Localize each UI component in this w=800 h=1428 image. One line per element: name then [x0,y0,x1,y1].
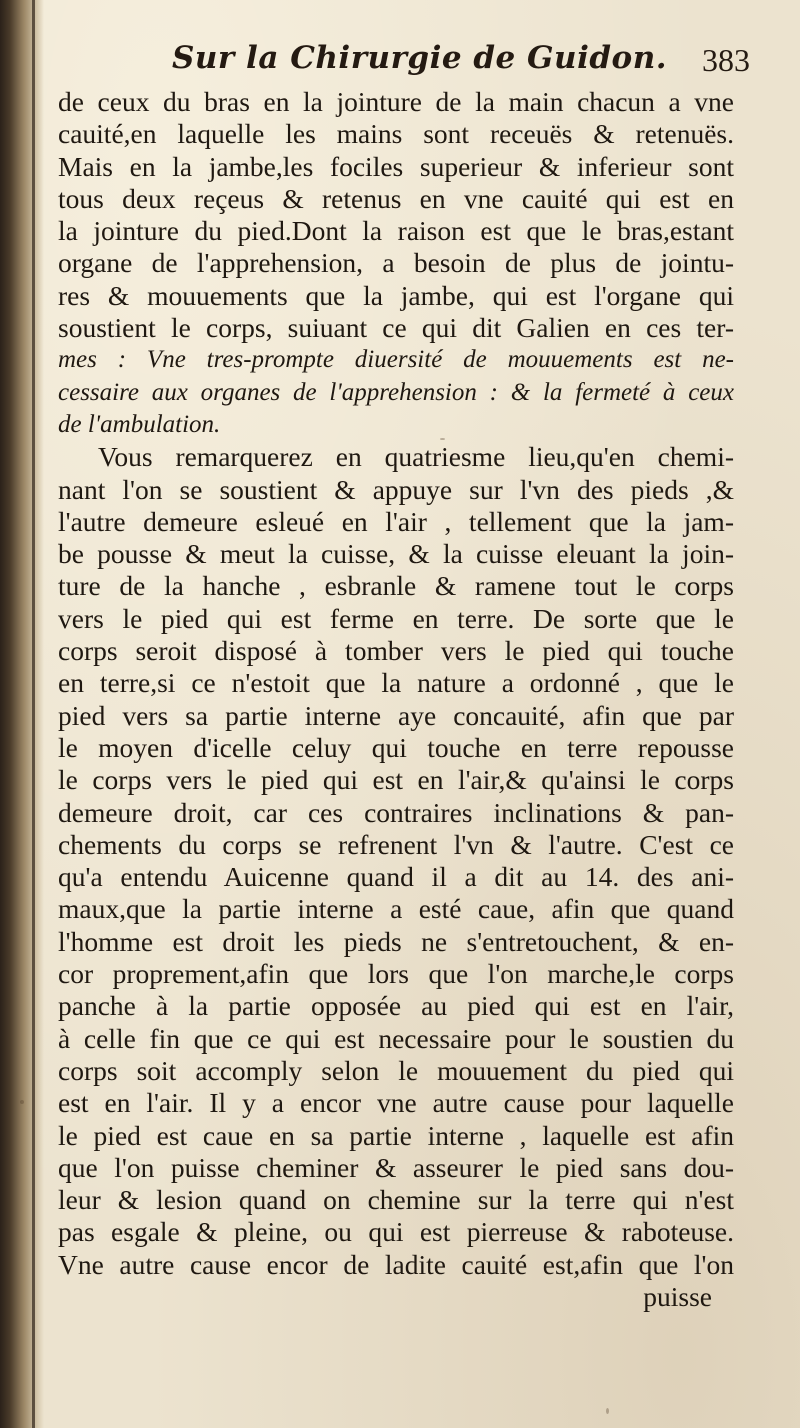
text-line: leur & lesion quand on chemine sur la terre qui n'est [58,1184,734,1216]
text-line: demeure droit, car ces contraires inclinations & pan- [58,796,734,828]
ink-speck [440,438,445,440]
quotation-line: cessaire aux organes de l'apprehension : & la fermeté à ceux [58,378,734,406]
text-line: le corps vers le pied qui est en l'air,& qu'ainsi le corps [58,764,734,796]
running-title: Sur la Chirurgie de Guidon. [172,40,668,76]
text-line: corps seroit disposé à tomber vers le pied qui touche [58,635,734,667]
text-line: le pied est caue en sa partie interne , laquelle est afin [58,1119,734,1151]
catchword: puisse [643,1280,712,1312]
text-line: Vne autre cause encor de ladite cauité est,afin que l'on [58,1248,734,1280]
text-line: en terre,si ce n'estoit que la nature a ordonné , que le [58,667,734,699]
text-line: nant l'on se soustient & appuye sur l'vn des pieds ,& [58,473,734,505]
text-line: res & mouuements que la jambe, qui est l'organe qui [58,279,734,311]
quotation-line: mes : Vne tres-prompte diuersité de mouuements est ne- [58,346,734,374]
text-line: Mais en la jambe,les fociles superieur & inferieur sont [58,150,734,182]
text-line: panche à la partie opposée au pied qui est en l'air, [58,990,734,1022]
page-number: 383 [702,42,750,78]
text-line: vers le pied qui est ferme en terre. De sorte que le [58,602,734,634]
text-line: la jointure du pied.Dont la raison est que le bras,estant [58,215,734,247]
text-line: cauité,en laquelle les mains sont receuës & retenuës. [58,118,734,150]
text-line: à celle fin que ce qui est necessaire pour le soustien du [58,1022,734,1054]
text-line: corps soit accomply selon le mouuement du pied qui [58,1054,734,1086]
paragraph-first-line: Vous remarquerez en quatriesme lieu,qu'en chemi- [98,441,734,473]
page-body [58,86,734,1313]
page-header [60,40,750,90]
text-line: est en l'air. Il y a encor vne autre cause pour laquelle [58,1087,734,1119]
text-line: de ceux du bras en la jointure de la main chacun a vne [58,86,734,117]
text-line: qu'a entendu Auicenne quand il a dit au 14. des ani- [58,861,734,893]
text-line: organe de l'apprehension, a besoin de plus de jointu- [58,247,734,279]
ink-speck [20,1100,24,1104]
text-line: be pousse & meut la cuisse, & la cuisse eleuant la join- [58,538,734,570]
text-line: chements du corps se refrenent l'vn & l'autre. C'est ce [58,828,734,860]
text-line: tous deux reçeus & retenus en vne cauité qui est en [58,182,734,214]
binding-gutter [0,0,44,1428]
text-line: soustient le corps, suiuant ce qui dit Galien en ces ter- [58,312,734,344]
text-line: pied vers sa partie interne aye concauité, afin que par [58,699,734,731]
text-line: que l'on puisse cheminer & asseurer le pied sans dou- [58,1151,734,1183]
ink-speck [606,1408,609,1414]
text-line: le moyen d'icelle celuy qui touche en terre repousse [58,731,734,763]
text-line: l'autre demeure esleué en l'air , tellement que la jam- [58,505,734,537]
text-line: cor proprement,afin que lors que l'on marche,le corps [58,958,734,990]
text-line: l'homme est droit les pieds ne s'entretouchent, & en- [58,925,734,957]
text-line: ture de la hanche , esbranle & ramene tout le corps [58,570,734,602]
text-line: pas esgale & pleine, ou qui est pierreuse & raboteuse. [58,1216,734,1248]
binding-edge [32,0,35,1428]
quotation-line: de l'ambulation. [58,410,221,438]
text-line: maux,que la partie interne a esté caue, afin que quand [58,893,734,925]
